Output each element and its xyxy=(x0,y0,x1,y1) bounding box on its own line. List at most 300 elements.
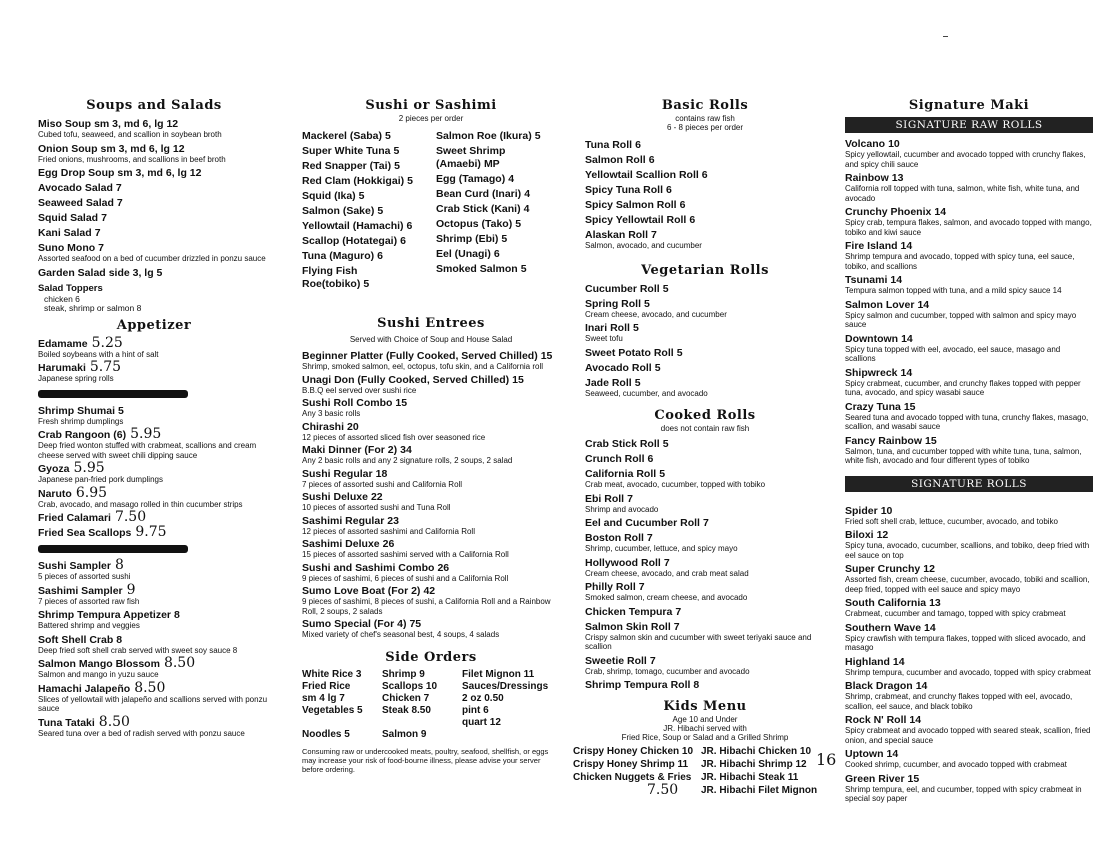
item-name: Fried Calamari xyxy=(38,512,111,524)
cooked-list xyxy=(585,437,825,691)
item-description: Assorted fish, cream cheese, cucumber, avocado, tobiki and scallion, deep fried, topped with eel sauce and spicy mayo xyxy=(845,575,1090,594)
menu-item xyxy=(845,366,1093,398)
item-name: Sashimi Regular xyxy=(302,514,385,527)
item-name: Avocado Roll xyxy=(585,361,652,374)
kids-item: JR. Hibachi Chicken 10 xyxy=(701,746,812,757)
item-name: Soft Shell Crab xyxy=(38,633,114,646)
menu-item xyxy=(585,580,825,603)
item-description: B.B.Q eel served over sushi rice xyxy=(302,385,417,395)
item-price: 15 xyxy=(540,350,553,362)
menu-item xyxy=(585,654,825,677)
side-orders-grid xyxy=(302,669,560,741)
item-price: 5 xyxy=(662,438,669,450)
item-price: 7 xyxy=(673,620,680,633)
signature-title: Signature Maki xyxy=(908,98,1030,113)
menu-item xyxy=(585,678,825,691)
item-name: Downtown xyxy=(845,332,899,345)
item-description: Shrimp, smoked salmon, eel, octopus, tofu skin, and a California roll xyxy=(302,362,544,371)
item-price: 4 xyxy=(524,188,531,200)
toppers-title: Salad Toppers xyxy=(38,282,103,294)
item-description: Seared tuna and avocado topped with tuna, crunchy flakes, masago, scallion, and wasabi sauce xyxy=(845,412,1089,431)
menu-item xyxy=(38,713,270,739)
column-soups-appetizer xyxy=(38,92,270,740)
item-name: Fancy Rainbow xyxy=(845,434,923,447)
item-price: 8.50 xyxy=(98,713,130,730)
item-name: Tuna Tataki xyxy=(38,716,95,729)
item-name: Spicy Yellowtail Roll xyxy=(585,214,687,226)
menu-item xyxy=(845,273,1093,296)
item-name: Chicken Tempura xyxy=(585,605,673,618)
item-price: 7 xyxy=(94,227,101,239)
item-description: Spicy tuna, avocado, cucumber, scallions, and tobiko, deep fried with eel sauce on top xyxy=(845,541,1090,560)
item-price: 7 xyxy=(649,654,656,667)
item-name: Crab Stick (Kani) xyxy=(436,203,521,215)
item-price: 8.50 xyxy=(134,679,166,696)
item-description: Shrimp tempura, eel, and cucumber, topped with spicy crabmeat in special soy paper xyxy=(845,784,1082,803)
item-price: 5 xyxy=(118,404,124,417)
item-name: Ebi Roll xyxy=(585,492,625,505)
item-name: Salmon Lover xyxy=(845,298,915,311)
item-price: 5 xyxy=(377,205,384,217)
side-order-cell: Sauces/Dressings xyxy=(462,680,549,692)
item-name: Sashimi Deluxe xyxy=(302,538,380,550)
item-price: 14 xyxy=(909,714,922,726)
item-name: Tsunami xyxy=(845,274,888,286)
menu-item xyxy=(585,531,825,554)
item-price: 14 xyxy=(892,655,905,668)
basic-subtitle-2: 6 - 8 pieces per order xyxy=(666,123,744,132)
entrees-list xyxy=(302,349,560,640)
item-name: Spring Roll xyxy=(585,297,641,310)
item-price: 4 xyxy=(508,173,515,185)
item-name: South California xyxy=(845,597,927,609)
menu-item xyxy=(585,516,825,529)
item-name: Seaweed Salad xyxy=(38,197,114,209)
side-order-cell: Noodles 5 xyxy=(302,728,350,740)
item-name: Scallop (Hotategai) xyxy=(302,235,398,247)
menu-item xyxy=(38,226,270,239)
menu-item xyxy=(585,228,825,251)
item-description: Crab meat, avocado, cucumber, topped with tobiko xyxy=(585,480,766,489)
menu-item xyxy=(436,202,560,215)
item-price: 7 xyxy=(101,212,107,224)
item-description: California roll topped with tuna, salmon, white fish, white tuna, and avocado xyxy=(845,184,1080,203)
basic-list xyxy=(585,138,825,251)
side-order-cell: Steak 8.50 xyxy=(382,704,431,716)
item-price: 12 xyxy=(923,563,935,575)
item-name: Yellowtail (Hamachi) xyxy=(302,220,404,232)
item-price: 6 xyxy=(665,184,672,196)
side-order-cell: Salmon 9 xyxy=(382,728,427,740)
basic-title: Basic Rolls xyxy=(661,98,749,113)
item-price: 6 xyxy=(406,220,413,232)
item-name: Salmon (Sake) xyxy=(302,205,375,217)
item-description: Japanese spring rolls xyxy=(38,374,114,383)
kids-row xyxy=(573,758,825,771)
menu-item xyxy=(436,262,560,275)
veg-title: Vegetarian Rolls xyxy=(641,262,769,278)
item-price: 5 xyxy=(659,468,666,480)
item-price: 7 xyxy=(98,242,104,254)
item-name: Squid (Ika) xyxy=(302,190,356,202)
column-rolls xyxy=(573,92,825,798)
entrees-title: Sushi Entrees xyxy=(377,316,485,331)
item-price: 7 xyxy=(638,581,645,593)
menu-item xyxy=(38,142,270,165)
soups-list xyxy=(38,117,270,279)
menu-item xyxy=(302,234,426,247)
appetizer-title: Appetizer xyxy=(116,317,192,333)
item-price: 8 xyxy=(114,557,124,573)
sushi-subtitle: 2 pieces per order xyxy=(398,114,464,123)
item-name: Yellowtail Scallion Roll xyxy=(585,169,699,181)
menu-item xyxy=(302,420,560,443)
sushi-right-list xyxy=(436,129,560,292)
item-description: Crab, shrimp, tomago, cucumber and avocado xyxy=(585,666,750,676)
topper-1: chicken 6 xyxy=(44,293,80,304)
menu-item xyxy=(585,138,825,151)
item-description: Salmon, tuna, and cucumber topped with white tuna, tuna, salmon, white fish, avocado and four different types of tobiko xyxy=(845,446,1082,465)
item-name: Shrimp Tempura Roll xyxy=(585,679,691,691)
item-name: Super White Tuna xyxy=(302,145,391,157)
item-price: 8 xyxy=(693,679,700,691)
item-name: Egg (Tamago) xyxy=(436,173,506,185)
item-price: MP xyxy=(483,158,500,170)
item-price: 5.75 xyxy=(89,359,122,375)
item-name: Beginner Platter (Fully Cooked, Served Chilled) xyxy=(302,350,538,362)
item-name: Eel (Unagi) xyxy=(436,248,491,260)
item-price: sm 3, md 6, lg 12 xyxy=(117,167,202,179)
sushi-grid xyxy=(302,129,560,292)
item-description: Crab, avocado, and masago rolled in thin cucumber strips xyxy=(38,499,243,509)
item-description: Fresh shrimp dumplings xyxy=(38,416,124,426)
menu-item xyxy=(585,556,825,579)
page-number: 16 xyxy=(816,750,837,769)
item-name: Chirashi xyxy=(302,420,345,433)
stray-mark xyxy=(943,36,948,37)
item-price: 5 xyxy=(394,160,400,172)
menu-item xyxy=(38,428,270,460)
menu-item xyxy=(302,219,426,232)
item-description: Spicy crabmeat, cucumber, and crunchy flakes topped with pepper tuna, avocado, and spicy wasabi sauce xyxy=(845,378,1081,397)
item-description: Shrimp tempura, cucumber and avocado, topped with spicy crabmeat xyxy=(845,667,1091,677)
item-description: Seared tuna over a bed of radish served with ponzu sauce xyxy=(38,728,245,738)
item-name: Salmon Skin Roll xyxy=(585,620,671,633)
item-name: Crab Rangoon (6) xyxy=(38,429,127,441)
item-description: Battered shrimp and veggies xyxy=(38,621,140,630)
item-name: Sweet Potato Roll xyxy=(585,346,674,359)
item-name: Sushi and Sashimi Combo xyxy=(302,561,435,574)
item-price: sm 3, md 6, lg 12 xyxy=(100,142,185,155)
side-order-cell xyxy=(302,717,380,729)
item-price: 13 xyxy=(891,172,904,184)
item-description: 12 pieces of assorted sliced fish over seasoned rice xyxy=(302,432,486,442)
menu-item xyxy=(845,679,1093,711)
item-name: Crab Stick Roll xyxy=(585,438,660,450)
basic-subtitle-1: contains raw fish xyxy=(675,114,735,123)
menu-item xyxy=(585,321,825,344)
kids-row xyxy=(573,771,825,784)
menu-item xyxy=(585,346,825,359)
item-description: Shrimp tempura and avocado, topped with spicy tuna, eel sauce, tobiko, and scallions xyxy=(845,252,1075,271)
item-name: Philly Roll xyxy=(585,581,636,593)
item-name: Spicy Salmon Roll xyxy=(585,199,677,211)
menu-item xyxy=(38,581,270,607)
menu-item xyxy=(585,620,825,652)
menu-item xyxy=(845,772,1093,804)
menu-item xyxy=(302,584,560,616)
menu-item xyxy=(845,239,1093,271)
item-name: Garden Salad xyxy=(38,266,106,279)
item-description: Shrimp and avocado xyxy=(585,504,659,514)
menu-item xyxy=(302,561,560,584)
menu-item xyxy=(845,621,1093,653)
menu-item xyxy=(585,376,825,399)
kids-title: Kids Menu xyxy=(663,699,747,714)
item-price: 7 xyxy=(651,229,657,241)
item-price: 15 xyxy=(395,397,408,409)
menu-item xyxy=(302,396,560,419)
item-name: Salmon Roll xyxy=(585,154,646,166)
item-price: 7 xyxy=(116,197,123,209)
item-description: Spicy crawfish with tempura flakes, topped with sliced avocado, and masago xyxy=(845,633,1086,652)
item-name: Shipwreck xyxy=(845,366,898,379)
side-order-cell: sm 4 lg 7 xyxy=(302,692,345,704)
item-price: 6 xyxy=(635,139,641,151)
kids-item: JR. Hibachi Shrimp 12 xyxy=(701,759,807,770)
item-description: Shrimp, crabmeat, and crunchy flakes topped with eel, avocado, scallion, eel sauce, and black tobiko xyxy=(845,692,1073,711)
item-name: Rainbow xyxy=(845,172,889,184)
item-name: Eel and Cucumber Roll xyxy=(585,517,700,529)
sushi-left-list xyxy=(302,129,426,292)
item-name: Unagi Don (Fully Cooked, Served Chilled) xyxy=(302,373,510,386)
veg-list xyxy=(585,282,825,399)
item-price: 5.95 xyxy=(130,426,162,442)
item-price: 7 xyxy=(627,492,633,505)
menu-item xyxy=(436,187,560,200)
item-description: Boiled soybeans with a hint of salt xyxy=(38,349,159,359)
menu-item xyxy=(302,159,426,172)
item-name: Maki Dinner (For 2) xyxy=(302,444,398,456)
side-order-cell: 2 oz 0.50 xyxy=(462,692,504,704)
side-order-cell xyxy=(382,717,460,729)
item-name: Jade Roll xyxy=(585,376,632,389)
item-description: 9 pieces of sashimi, 6 pieces of sushi and a California Roll xyxy=(302,573,509,583)
item-name: Spider xyxy=(845,504,878,517)
side-order-cell: Vegetables 5 xyxy=(302,704,363,716)
item-name: Bean Curd (Inari) xyxy=(436,188,522,200)
menu-item xyxy=(38,117,270,140)
entrees-subtitle: Served with Choice of Soup and House Salad xyxy=(349,335,513,344)
item-name: Crazy Tuna xyxy=(845,400,901,413)
food-safety-note: Consuming raw or undercooked meats, poultry, seafood, shellfish, or eggs may increase your risk of food-bourne illness, please advise your server before ordering. xyxy=(302,746,549,774)
menu-item xyxy=(436,232,560,245)
item-price: 14 xyxy=(934,206,947,218)
item-description: Deep fried soft shell crab served with sweet soy sauce 8 xyxy=(38,645,238,655)
menu-item xyxy=(845,528,1093,560)
item-description: Fried onions, mushrooms, and scallions in beef broth xyxy=(38,154,226,164)
item-name: Sushi Regular xyxy=(302,467,373,480)
item-price: 5 xyxy=(654,361,661,374)
item-price: 5 xyxy=(644,297,650,310)
item-name: Shrimp Shumai xyxy=(38,404,116,417)
item-description: Mixed variety of chef's seasonal best, 4 soups, 4 salads xyxy=(302,630,500,639)
item-price: 5 xyxy=(520,263,527,275)
item-price: 15 xyxy=(907,772,920,785)
menu-item xyxy=(302,617,560,640)
item-price: 14 xyxy=(924,621,936,634)
menu-item xyxy=(845,171,1093,203)
column-sushi xyxy=(302,92,560,774)
item-price: 26 xyxy=(437,561,450,574)
item-price: 22 xyxy=(370,491,383,503)
menu-item xyxy=(302,443,560,466)
item-description: Cubed tofu, seaweed, and scallion in soybean broth xyxy=(38,130,222,139)
menu-item xyxy=(38,608,270,631)
item-price: 10 xyxy=(880,504,893,517)
item-price: 5 xyxy=(662,282,669,295)
menu-item xyxy=(585,605,825,618)
item-price: 7 xyxy=(646,532,653,544)
item-price: 7 xyxy=(675,605,682,618)
cooked-title: Cooked Rolls xyxy=(654,408,756,423)
item-name: Red Snapper (Tai) xyxy=(302,160,392,172)
item-name: Uptown xyxy=(845,748,884,760)
item-description: Spicy yellowtail, cucumber and avocado topped with crunchy flakes, and spicy chili sauce xyxy=(845,150,1086,169)
kids-item: 7.50 xyxy=(647,782,679,798)
menu-item xyxy=(585,297,825,320)
item-name: Boston Roll xyxy=(585,532,644,544)
side-order-cell: Shrimp 9 xyxy=(382,668,425,680)
menu-item xyxy=(302,264,426,290)
item-price: 5 xyxy=(384,130,391,142)
item-price: 9.75 xyxy=(135,524,167,540)
item-description: 10 pieces of assorted sushi and Tuna Roll xyxy=(302,503,451,512)
redaction-mark xyxy=(38,390,188,398)
item-name: California Roll xyxy=(585,468,657,480)
item-name: Tuna (Maguro) xyxy=(302,250,375,262)
item-description: 5 pieces of assorted sushi xyxy=(38,572,131,581)
item-price: 10 xyxy=(888,138,900,150)
item-description: Assorted seafood on a bed of cucumber drizzled in ponzu sauce xyxy=(38,254,266,263)
item-price: 14 xyxy=(900,366,913,379)
item-price: 4 xyxy=(523,203,530,215)
menu-item xyxy=(38,241,270,264)
item-description: Cooked shrimp, cucumber, and avocado topped with crabmeat xyxy=(845,760,1067,769)
item-name: Onion Soup xyxy=(38,142,98,155)
side-order-cell: White Rice 3 xyxy=(302,668,362,680)
kids-item: Crispy Honey Shrimp 11 xyxy=(573,759,689,770)
item-price: 14 xyxy=(915,680,928,692)
item-name: Sashimi Sampler xyxy=(38,584,123,597)
menu-item xyxy=(38,545,270,553)
menu-item xyxy=(38,390,270,398)
item-name: Kani Salad xyxy=(38,227,92,239)
item-name: Highland xyxy=(845,655,890,668)
item-price: 5.95 xyxy=(73,460,105,476)
menu-item xyxy=(845,655,1093,678)
item-price: 5 xyxy=(632,322,639,334)
menu-item xyxy=(38,657,270,680)
signature-rolls-list xyxy=(845,504,1093,804)
menu-item xyxy=(38,526,270,539)
item-name: Shrimp Tempura Appetizer xyxy=(38,609,172,621)
menu-item xyxy=(302,129,426,142)
item-price: 5 xyxy=(363,278,370,290)
menu-item xyxy=(585,198,825,211)
kids-item: Crispy Honey Chicken 10 xyxy=(573,746,694,757)
item-description: Seaweed, cucumber, and avocado xyxy=(585,388,708,398)
menu-item xyxy=(585,452,825,465)
item-name: Sushi Sampler xyxy=(38,560,111,572)
side-order-cell xyxy=(462,729,562,741)
item-name: Rock N' Roll xyxy=(845,714,907,726)
item-description: 7 pieces of assorted sushi and California Roll xyxy=(302,479,463,489)
item-description: Smoked salmon, cream cheese, and avocado xyxy=(585,593,748,602)
menu-item xyxy=(302,189,426,202)
menu-item xyxy=(302,490,560,513)
menu-item xyxy=(38,404,270,427)
item-price: side 3, lg 5 xyxy=(108,266,163,279)
item-price: 14 xyxy=(890,274,903,286)
menu-item xyxy=(845,205,1093,237)
item-price: 7.50 xyxy=(114,509,147,525)
item-price: 12 xyxy=(876,529,889,541)
item-price: 26 xyxy=(382,538,395,550)
item-price: 15 xyxy=(903,400,916,413)
menu-item xyxy=(38,211,270,224)
item-name: Gyoza xyxy=(38,463,70,475)
item-price: 5 xyxy=(515,218,522,230)
item-name: Fire Island xyxy=(845,240,898,252)
side-order-cell: Fried Rice xyxy=(302,680,351,692)
item-name: Spicy Tuna Roll xyxy=(585,184,663,196)
menu-item xyxy=(585,361,825,374)
item-name: Edamame xyxy=(38,337,88,350)
item-description: Fried soft shell crab, lettuce, cucumber, avocado, and tobiko xyxy=(845,516,1059,526)
item-price: 7 xyxy=(702,517,709,529)
item-price: 6 xyxy=(701,169,708,181)
menu-item xyxy=(585,153,825,166)
menu-item xyxy=(38,462,270,485)
menu-item xyxy=(845,434,1093,466)
kids-line-2: JR. Hibachi served with xyxy=(663,724,747,733)
item-description: Spicy tuna topped with eel, avocado, eel sauce, masago and scallions xyxy=(845,344,1061,363)
menu-item xyxy=(302,249,426,262)
item-price: 6 xyxy=(679,199,686,211)
item-price: 6.95 xyxy=(75,484,108,501)
item-price: 15 xyxy=(512,373,524,386)
kids-line-1: Age 10 and Under xyxy=(672,715,738,724)
item-description: 15 pieces of assorted sashimi served with a California Roll xyxy=(302,550,509,559)
item-name: Alaskan Roll xyxy=(585,229,649,241)
item-name: Green River xyxy=(845,772,905,785)
item-price: 8 xyxy=(116,633,123,646)
item-description: Cream cheese, avocado, and cucumber xyxy=(585,309,727,319)
menu-item xyxy=(38,679,270,714)
item-name: Crunch Roll xyxy=(585,453,645,465)
item-name: Sweet Shrimp (Amaebi) xyxy=(436,145,506,170)
signature-raw-list xyxy=(845,137,1093,466)
item-description: Sweet tofu xyxy=(585,334,623,343)
side-order-cell: pint 6 xyxy=(462,704,489,716)
side-title: Side Orders xyxy=(385,649,477,665)
item-name: Suno Mono xyxy=(38,242,96,254)
item-price: 6 xyxy=(493,248,500,260)
item-name: Smoked Salmon xyxy=(436,263,518,275)
item-description: Crabmeat, cucumber and tamago, topped with spicy crabmeat xyxy=(845,609,1066,618)
item-name: Salmon Mango Blossom xyxy=(38,658,160,670)
